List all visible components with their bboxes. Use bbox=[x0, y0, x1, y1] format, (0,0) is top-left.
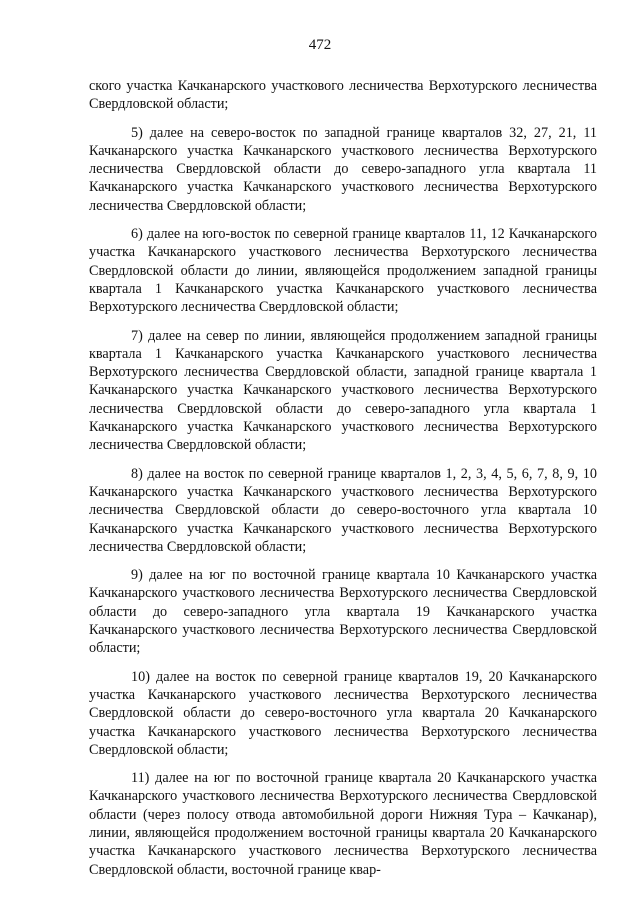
paragraph-item-6: 6) далее на юго-восток по северной границе кварталов 11, 12 Качканарского участка Качканарского участкового лесничества Верхотурского лесничества Свердловской области до линии, являющейся продолжением западной границы квартала 1 Качканарского участка Качканарского участкового лесничества Верхотурского лесничества Свердловской области; bbox=[89, 226, 597, 316]
paragraph-item-8: 8) далее на восток по северной границе кварталов 1, 2, 3, 4, 5, 6, 7, 8, 9, 10 Качканарского участка Качканарского участкового лесничества Верхотурского лесничества Свердловской области до северо-восточного угла квартала 10 Качканарского участка Качканарского участкового лесничества Верхотурского лесничества Свердловской области; bbox=[89, 465, 597, 555]
paragraph-item-10: 10) далее на восток по северной границе кварталов 19, 20 Качканарского участка Качканарского участкового лесничества Верхотурского лесничества Свердловской области до северо-восточного угла квартала 20 Качканарского участка Качканарского участкового лесничества Верхотурского лесничества Свердловской области; bbox=[89, 668, 597, 758]
paragraph-item-5: 5) далее на северо-восток по западной границе кварталов 32, 27, 21, 11 Качканарского участка Качканарского участкового лесничества Верхотурского лесничества Свердловской области до северо-западного угла квартала 11 Качканарского участка Качканарского участкового лесничества Верхотурского лесничества Свердловской области; bbox=[89, 124, 597, 214]
document-body bbox=[89, 77, 597, 879]
paragraph-continuation: ского участка Качканарского участкового лесничества Верхотурского лесничества Свердловской области; bbox=[89, 78, 597, 113]
page-number: 472 bbox=[308, 37, 332, 53]
paragraph-item-11: 11) далее на юг по восточной границе квартала 20 Качканарского участка Качканарского участкового лесничества Верхотурского лесничества Свердловской области (через полосу отвода автомобильной дороги Нижняя Тура – Качканар), линии, являющейся продолжением восточной границы квартала 20 Качканарского участка Качканарского участкового лесничества Верхотурского лесничества Свердловской области, восточной границе квар- bbox=[89, 770, 597, 878]
paragraph-item-7: 7) далее на север по линии, являющейся продолжением западной границы квартала 1 Качканарского участка Качканарского участкового лесничества Верхотурского лесничества Свердловской области, западной границе квартала 1 Качканарского участка Качканарского участкового лесничества Верхотурского лесничества Свердловской области до северо-западного угла квартала 1 Качканарского участка Качканарского участкового лесничества Верхотурского лесничества Свердловской области; bbox=[89, 327, 597, 454]
paragraph-item-9: 9) далее на юг по восточной границе квартала 10 Качканарского участка Качканарского участкового лесничества Верхотурского лесничества Свердловской области до северо-западного угла квартала 19 Качканарского участка Качканарского участкового лесничества Верхотурского лесничества Свердловской области; bbox=[89, 567, 597, 657]
